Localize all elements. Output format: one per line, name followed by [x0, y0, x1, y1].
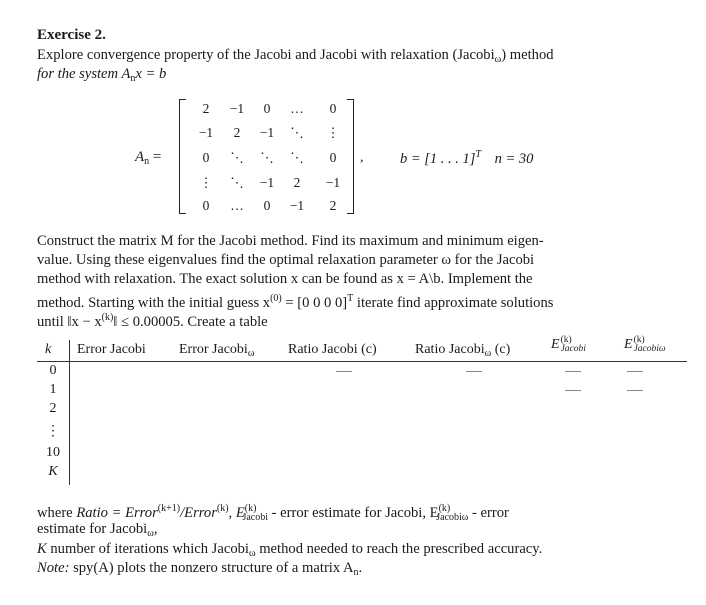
footer-estimate: estimate for Jacobi: [37, 521, 148, 537]
header-e-jacobi-sub: Jacobi: [560, 344, 586, 354]
body-line-5b: ‖ ≤ 0.00005. Create a table: [113, 314, 268, 330]
matrix-cell: −1: [198, 125, 214, 140]
b-vector-sup: T: [475, 149, 482, 160]
matrix-cell: −1: [259, 125, 275, 140]
footer-mid: /Error: [180, 505, 217, 521]
placeholder-dash: [466, 371, 482, 372]
matrix-cell: 2: [233, 125, 241, 140]
header-e-jacobi-sup: (k): [560, 335, 572, 345]
body-line-3: method with relaxation. The exact solution x can be found as x = A\b. Implement the: [37, 271, 533, 287]
system-text: for the system A: [37, 66, 131, 82]
footer-sup4: (k): [438, 503, 451, 514]
footer-line-4: [37, 559, 362, 582]
header-e-jacobi-letter: E: [551, 337, 560, 353]
matrix-cell: ⋮: [199, 175, 213, 190]
b-vector-text: b = [1 . . . 1]: [400, 151, 476, 167]
placeholder-dash: [565, 390, 581, 391]
body-line-5: [37, 308, 268, 332]
intro-text-end: ) method: [501, 47, 554, 63]
footer-ratio: Ratio = Error: [76, 505, 158, 521]
matrix-label: [135, 149, 161, 167]
table-row-label: 0: [49, 363, 57, 378]
header-k: k: [45, 342, 52, 357]
matrix-cell: −1: [325, 175, 341, 190]
table-row-label: 2: [49, 401, 57, 416]
matrix-cell: 0: [329, 150, 337, 165]
header-e-jacobi-w-sup: (k): [633, 335, 645, 345]
matrix-right-bracket: [347, 99, 354, 214]
header-ratio-jacobi-w-end: (c): [491, 342, 511, 357]
table-header-rule: [37, 361, 687, 362]
header-e-jacobi-w: [624, 336, 666, 354]
matrix-cell: 0: [329, 101, 337, 116]
body-line-4-sup2: T: [347, 293, 354, 304]
footer-k: K: [37, 541, 47, 557]
placeholder-dash: [336, 371, 352, 372]
matrix-cell: 2: [293, 175, 301, 190]
footer-line2-end: ,: [153, 521, 158, 537]
header-ratio-jacobi: Ratio Jacobi (c): [288, 342, 377, 357]
matrix-cell: 0: [263, 198, 271, 213]
body-line-1: Construct the matrix M for the Jacobi method. Find its maximum and minimum eigen-: [37, 233, 544, 249]
matrix-cell: −1: [289, 198, 305, 213]
footer-sub4: Jacobiω: [436, 512, 469, 523]
header-e-jacobi-w-sub: Jacobiω: [633, 344, 666, 354]
header-ratio-jacobi-w: [415, 342, 510, 359]
header-e-jacobi-w-letter: E: [624, 337, 633, 353]
table-column-rule: [69, 340, 70, 485]
footer-estimate-jacobi: - error estimate for Jacobi, E: [267, 505, 439, 521]
matrix-cell: …: [290, 101, 304, 116]
footer-e1: , E: [228, 505, 245, 521]
footer-line4-sub: n: [353, 567, 359, 578]
footer-sup1: (k+1): [157, 503, 181, 514]
footer-error: - error: [468, 505, 509, 521]
footer-sub3: Jacobi: [242, 512, 268, 523]
n-subscript: n: [130, 73, 136, 84]
table-row-label: K: [48, 464, 58, 479]
header-error-jacobi-w: [179, 342, 254, 359]
intro-text: Explore convergence property of the Jacobi and Jacobi with relaxation (Jacobi: [37, 47, 495, 63]
footer-note: Note:: [37, 560, 70, 576]
exercise-heading: Exercise 2.: [37, 27, 106, 43]
body-line-4b: = [0 0 0 0]: [281, 295, 348, 311]
footer-accuracy: method needed to reach the prescribed accuracy.: [255, 541, 543, 557]
header-error-jacobi: Error Jacobi: [77, 342, 146, 357]
matrix-cell: 0: [263, 101, 271, 116]
footer-line3-sub: ω: [248, 548, 256, 559]
matrix-label-a: A: [135, 149, 145, 165]
matrix-cell: 2: [329, 198, 337, 213]
matrix-cell: 2: [202, 101, 210, 116]
placeholder-dash: [565, 371, 581, 372]
matrix-comma: ,: [360, 150, 364, 165]
matrix-cell: −1: [229, 101, 245, 116]
table-row-label: ⋮: [46, 424, 60, 439]
matrix-cell: ⋱: [230, 175, 244, 190]
matrix-cell: ⋱: [290, 125, 304, 140]
footer-iterations: number of iterations which Jacobi: [46, 541, 249, 557]
table-row-label: 10: [46, 445, 60, 460]
body-line-5-sup: (k): [101, 312, 114, 323]
header-error-jacobi-w-text: Error Jacobi: [179, 342, 248, 357]
omega-subscript: ω: [494, 54, 502, 65]
matrix-label-eq: =: [149, 149, 162, 165]
header-ratio-jacobi-w-sub: ω: [484, 348, 492, 359]
header-ratio-jacobi-w-text: Ratio Jacobi: [415, 342, 485, 357]
intro-line-2: [37, 65, 166, 88]
matrix-cell: ⋱: [290, 150, 304, 165]
footer-spy: spy(A) plots the nonzero structure of a matrix A: [69, 560, 354, 576]
header-e-jacobi: [551, 336, 586, 354]
footer-line4-end: .: [358, 560, 363, 576]
matrix-cell: …: [230, 198, 244, 213]
body-line-4a: method. Starting with the initial guess x: [37, 295, 271, 311]
matrix-label-sub: n: [144, 156, 150, 167]
header-error-jacobi-w-sub: ω: [247, 348, 255, 359]
footer-sup2: (k): [216, 503, 229, 514]
matrix-cell: −1: [259, 175, 275, 190]
body-line-4c: iterate find approximate solutions: [353, 295, 554, 311]
body-line-4-sup: (0): [270, 293, 282, 304]
matrix-cell: ⋱: [260, 150, 274, 165]
table-row-label: 1: [49, 382, 57, 397]
matrix-cell: 0: [202, 198, 210, 213]
body-line-2: value. Using these eigenvalues find the optimal relaxation parameter ω for the Jacobi: [37, 252, 535, 268]
placeholder-dash: [627, 371, 643, 372]
matrix-cell: ⋱: [230, 150, 244, 165]
footer-line2-sub: ω: [147, 528, 154, 539]
footer-sup3: (k): [244, 503, 257, 514]
placeholder-dash: [627, 390, 643, 391]
b-vector: [400, 149, 533, 168]
matrix-left-bracket: [179, 99, 186, 214]
matrix-cell: 0: [202, 150, 210, 165]
matrix-cell: ⋮: [326, 125, 340, 140]
body-line-5a: until ‖x − x: [37, 314, 102, 330]
footer-where: where: [37, 505, 77, 521]
system-text-end: x = b: [135, 66, 167, 82]
n-value: n = 30: [494, 151, 534, 167]
